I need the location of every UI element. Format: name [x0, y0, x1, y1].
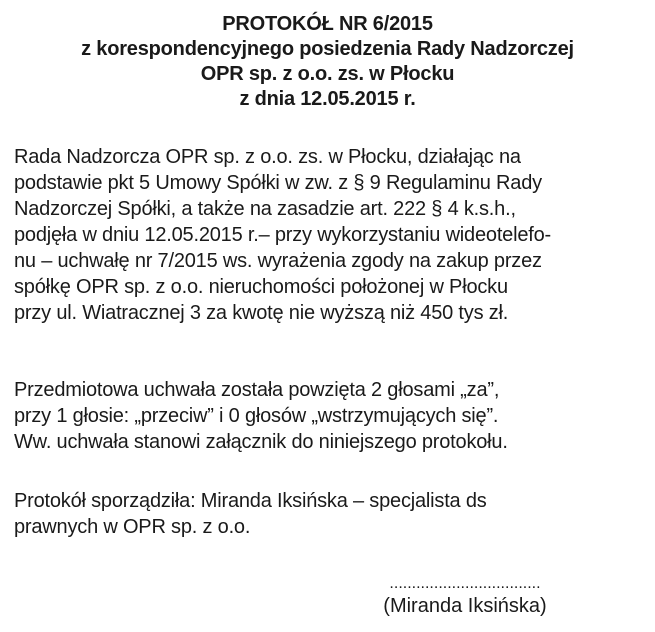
signature-line: .................................. [389, 575, 541, 592]
paragraph-line: Nadzorczej Spółki, a także na zasadzie art. 222 § 4 k.s.h., [14, 198, 516, 220]
document-date: z dnia 12.05.2015 r. [239, 88, 416, 110]
paragraph-line: Rada Nadzorcza OPR sp. z o.o. zs. w Płocku, działając na [14, 146, 521, 168]
signer-name: (Miranda Iksińska) [383, 595, 547, 617]
document-title: PROTOKÓŁ NR 6/2015 [222, 13, 433, 35]
paragraph-line: nu – uchwałę nr 7/2015 ws. wyrażenia zgody na zakup przez [14, 250, 542, 272]
paragraph-line: prawnych w OPR sp. z o.o. [14, 516, 251, 538]
paragraph-line: Protokół sporządziła: Miranda Iksińska – specjalista ds [14, 490, 487, 512]
paragraph-line: podjęła w dniu 12.05.2015 r.– przy wykorzystaniu wideotelefo- [14, 224, 552, 246]
signature-block [360, 575, 570, 620]
author-paragraph [14, 488, 644, 540]
paragraph-line: Ww. uchwała stanowi załącznik do niniejszego protokołu. [14, 431, 508, 453]
paragraph-line: spółkę OPR sp. z o.o. nieruchomości położonej w Płocku [14, 276, 508, 298]
paragraph-line: przy ul. Wiatracznej 3 za kwotę nie wyższą niż 450 tys zł. [14, 302, 509, 324]
company-name: OPR sp. z o.o. zs. w Płocku [200, 63, 455, 85]
paragraph-line: podstawie pkt 5 Umowy Spółki w zw. z § 9 Regulaminu Rady [14, 172, 542, 194]
document-header [0, 12, 655, 112]
paragraph-line: Przedmiotowa uchwała została powzięta 2 głosami „za”, [14, 379, 500, 401]
resolution-paragraph [14, 144, 644, 326]
document-subtitle: z korespondencyjnego posiedzenia Rady Nadzorczej [81, 38, 574, 60]
paragraph-line: przy 1 głosie: „przeciw” i 0 głosów „wstrzymujących się”. [14, 405, 499, 427]
vote-paragraph [14, 377, 644, 455]
